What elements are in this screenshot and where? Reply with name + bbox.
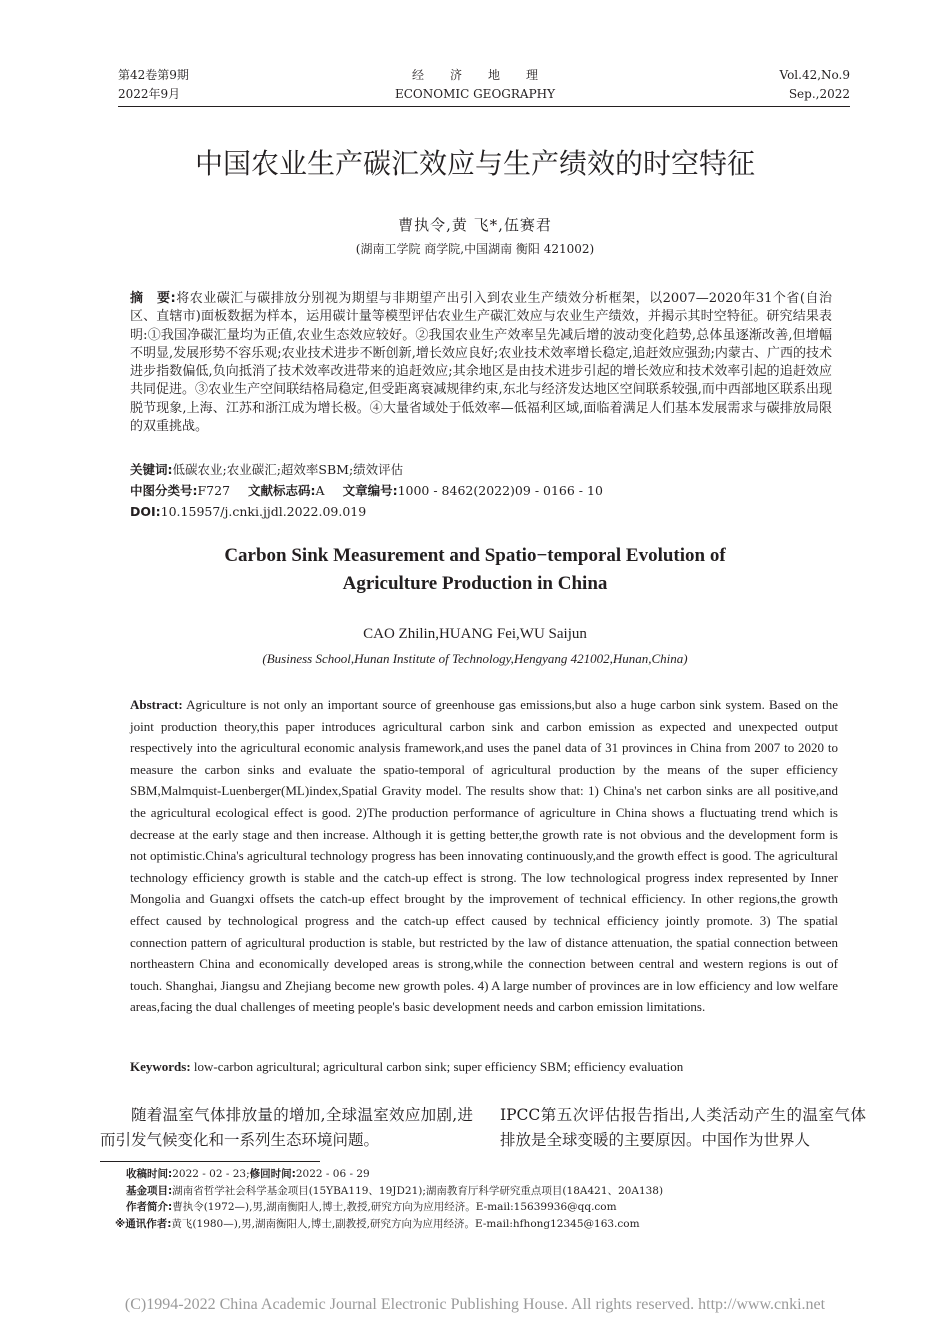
journal-name-en: ECONOMIC GEOGRAPHY: [394, 87, 556, 101]
journal-issue-cn: [118, 66, 189, 104]
article-title-en: [100, 542, 850, 598]
abstract-cn: [130, 290, 832, 436]
clc-value: F727: [197, 483, 231, 498]
keywords-en-label: Keywords:: [130, 1059, 191, 1074]
received-value: 2022 - 02 - 23;: [172, 1168, 250, 1180]
journal-name-cn: 经济地理: [411, 68, 564, 82]
footnote-fund: [115, 1183, 850, 1200]
received-label: 收稿时间:: [126, 1168, 173, 1180]
issue-volume: 第42卷第9期: [118, 68, 189, 82]
keywords-en: [130, 1057, 838, 1077]
footnote-author: [115, 1199, 850, 1216]
doc-code-label: 文献标志码:: [248, 483, 316, 498]
doi-label: DOI:: [130, 504, 161, 519]
corresponding-value: 黄飞(1980—),男,湖南衡阳人,博士,副教授,研究方向为应用经济。E-mail:hfhong12345@163.com: [171, 1217, 640, 1230]
abstract-cn-text: 将农业碳汇与碳排放分别视为期望与非期望产出引入到农业生产绩效分析框架，以2007—2020年31个省(自治区、直辖市)面板数据为样本，运用碳计量等模型评估农业生产碳汇效应与农业生产绩效，并揭示其时空特征。研究结果表明:①我国净碳汇量均为正值,农业生态效应较好。②我国农业生产效率呈先减后增的波动变化趋势,总体虽逐渐改善,但增幅不明显,发展形势不容乐观;农业技术进步不断创新,增长效应良好;农业技术效率增长稳定,追赶效应强劲;内蒙古、广西的技术进步指数偏低,负向抵消了技术效率改进带来的追赶效应;其余地区是由技术进步引起的增长效应和技术效率引起的追赶效应共同促进。③农业生产空间联结格局稳定,但受距离衰减规律约束,东北与经济发达地区空间联系较强,而中西部地区联系出现脱节现象,上海、江苏和浙江成为增长极。④大量省域处于低效率—低福利区域,面临着满足人们基本发展需求与碳排放局限的双重挑战。: [130, 291, 832, 435]
article-number-value: 1000 - 8462(2022)09 - 0166 - 10: [397, 483, 603, 498]
article-title-cn: 中国农业生产碳汇效应与生产绩效的时空特征: [194, 147, 755, 180]
footnotes: [115, 1166, 850, 1232]
journal-name: [300, 66, 650, 104]
article-title-en-line2: Agriculture Production in China: [342, 573, 608, 594]
abstract-en: [130, 694, 838, 1018]
fund-label: 基金项目:: [126, 1184, 173, 1197]
revised-label: 修回时间:: [249, 1168, 296, 1180]
authors-en: CAO Zhilin,HUANG Fei,WU Saijun: [363, 626, 587, 642]
body-column-left: 随着温室气体排放量的增加,全球温室效应加剧,进而引发气候变化和一系列生态环境问题。: [100, 1106, 473, 1149]
authors-cn: 曹执令,黄 飞*,伍赛君: [398, 216, 552, 234]
keywords-cn-label: 关键词:: [130, 462, 173, 477]
keywords-en-text: low-carbon agricultural; agricultural carbon sink; super efficiency SBM; efficiency evaluation: [193, 1059, 684, 1074]
corresponding-label: ※通讯作者:: [115, 1217, 172, 1230]
keywords-cn-text: 低碳农业;农业碳汇;超效率SBM;绩效评估: [172, 462, 404, 477]
header-divider: [118, 106, 850, 107]
article-number-label: 文章编号:: [342, 483, 398, 498]
issue-date: 2022年9月: [118, 87, 181, 101]
footnote-divider: [100, 1161, 320, 1162]
affiliation-cn: (湖南工学院 商学院,中国湖南 衡阳 421002): [355, 242, 595, 256]
body-column-right: IPCC第五次评估报告指出,人类活动产生的温室气体排放是全球变暖的主要原因。中国作为世界人: [500, 1106, 866, 1149]
keywords-cn: [130, 460, 832, 480]
classification-line: [130, 481, 832, 501]
affiliation-en: (Business School,Hunan Institute of Technology,Hengyang 421002,Hunan,China): [262, 651, 688, 666]
doc-code-value: A: [315, 483, 325, 498]
clc-label: 中图分类号:: [130, 483, 198, 498]
issue-date-en: Sep.,2022: [788, 87, 850, 101]
journal-issue-en: [780, 66, 851, 104]
author-bio-value: 曹执令(1972—),男,湖南衡阳人,博士,教授,研究方向为应用经济。E-mail:15639936@qq.com: [172, 1201, 617, 1213]
copyright-watermark: (C)1994-2022 China Academic Journal Electronic Publishing House. All rights reserved. http://www.cnki.net: [124, 1296, 826, 1313]
doi-line: [130, 502, 832, 522]
author-bio-label: 作者简介:: [126, 1201, 173, 1213]
footnote-corresponding: [115, 1216, 850, 1233]
doi-value[interactable]: 10.15957/j.cnki.jjdl.2022.09.019: [160, 504, 367, 519]
footnote-dates: [115, 1166, 850, 1183]
abstract-cn-label: 摘 要:: [130, 291, 176, 306]
fund-value: 湖南省哲学社会科学基金项目(15YBA119、19JD21);湖南教育厅科学研究重点项目(18A421、20A138): [172, 1184, 664, 1197]
issue-volume-en: Vol.42,No.9: [779, 68, 850, 82]
revised-value: 2022 - 06 - 29: [295, 1168, 370, 1180]
abstract-en-label: Abstract:: [130, 697, 183, 712]
article-title-en-line1: Carbon Sink Measurement and Spatio−temporal Evolution of: [224, 545, 726, 566]
abstract-en-text: Agriculture is not only an important source of greenhouse gas emissions,but also a huge carbon sink system. Based on the joint production theory,this paper introduces agricultural carbon sink and carbon emission as expected and unexpected output respectively into the agricultural economic analysis framework,and uses the panel data of 31 provinces in China from 2007 to 2020 to measure the carbon sinks and evaluate the spatio-temporal of agricultural production by the means of the super efficiency SBM,Malmquist-Luenberger(ML)index,Spatial Gravity model. The results show that: 1) China's net carbon sinks are all positive,and the agricultural ecological effect is good. 2)The production performance of agriculture in China shows a fluctuating trend which is decrease at the early stage and then increase. Although it is getting better,the growth rate is not obvious and the development form is not optimistic.China's agricultural technology progress has been innovating continuously,and the growth effect is good. The agricultural technology efficiency growth is stable and the catch-up effect is strong. The low technological progress index represented by Inner Mongolia and Guangxi offsets the catch-up effect brought by the improvement of technical efficiency. In other regions,the growth effect caused by technological progress and the catch-up effect caused by technical efficiency jointly promote. 3) The spatial connection pattern of agricultural production is stable, but restricted by the law of distance attenuation, the spatial connection between northeastern China and economically developed areas is strong,while the connection between central and western regions is out of touch. Shanghai, Jiangsu and Zhejiang become new growth poles. 4) A large number of provinces are in low efficiency and low welfare areas,facing the dual challenges of meeting people's basic development needs and carbon emission limitations.: [130, 697, 838, 1015]
